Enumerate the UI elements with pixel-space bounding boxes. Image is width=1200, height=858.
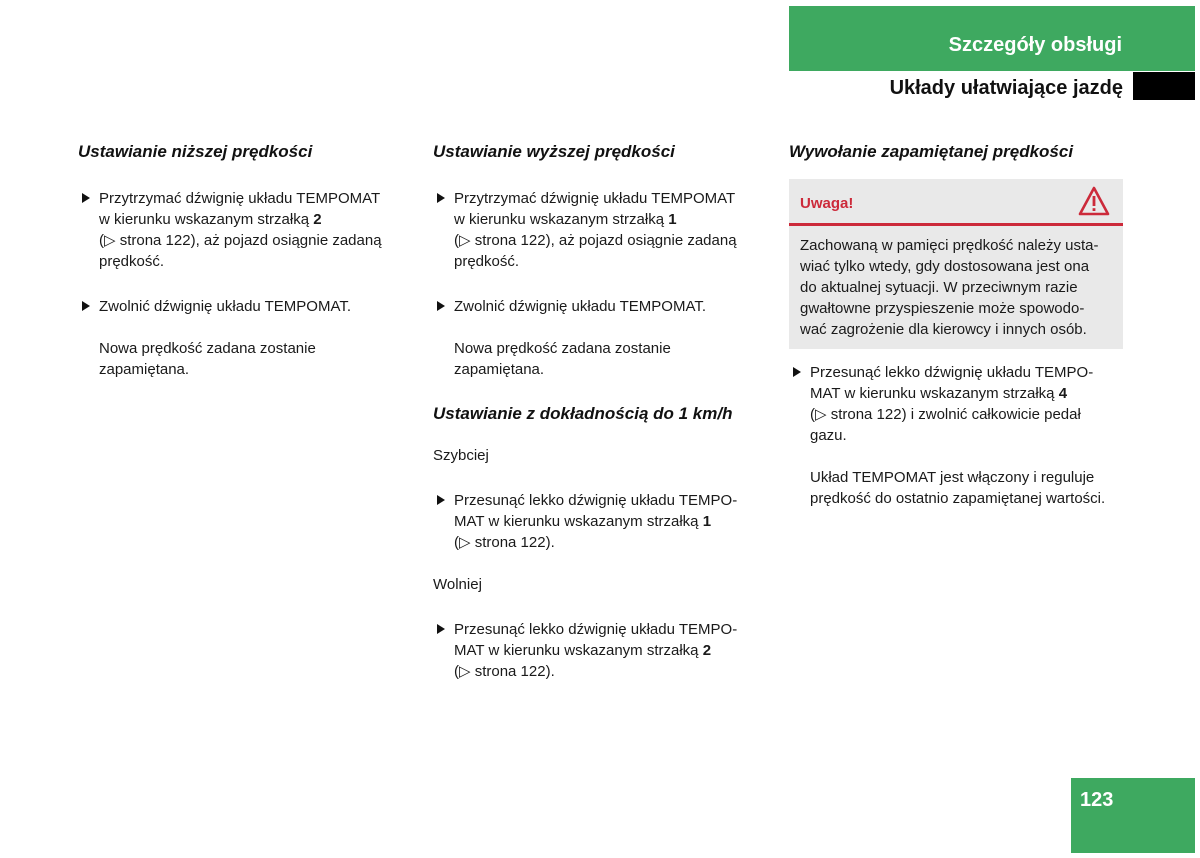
- text-line: Przytrzymać dźwignię układu TEMPOMAT: [99, 190, 381, 207]
- text-line: zapamiętana.: [99, 361, 190, 378]
- warning-header: [789, 179, 1123, 226]
- text-fragment: w kierunku wskazanym strzałką: [99, 211, 314, 228]
- text-line: gwałtowne przyspieszenie może spowodo-: [800, 300, 1085, 317]
- text-line: prędkość.: [99, 253, 165, 270]
- chapter-title: Szczegóły obsługi: [948, 34, 1122, 56]
- list-item: [433, 188, 763, 272]
- heading-recall-speed: Wywołanie zapamiętanej prędkości: [789, 142, 1074, 161]
- text-line: wać zagrożenie dla kierowcy i innych osób.: [800, 321, 1087, 338]
- text-line: prędkość do ostatnio zapamiętanej wartości.: [810, 490, 1106, 507]
- arrow-number: 1: [668, 211, 677, 228]
- warning-text: [789, 226, 1123, 349]
- list-item: [433, 490, 763, 553]
- page-reference-line: (▷ strona 122) i zwolnić całkowicie pedał: [810, 406, 1081, 423]
- text-line: prędkość.: [454, 253, 520, 270]
- text-line: Zachowaną w pamięci prędkość należy usta-: [800, 237, 1099, 254]
- page-reference-line: (▷ strona 122), aż pojazd osiągnie zadaną: [99, 232, 382, 249]
- label-faster: Szybciej: [433, 447, 489, 464]
- text-line: [810, 383, 1134, 404]
- text-line: Układ TEMPOMAT jest włączony i reguluje: [810, 469, 1095, 486]
- result-note: [433, 338, 763, 380]
- warning-box: [789, 179, 1123, 349]
- text-line: Nowa prędkość zadana zostanie: [454, 340, 671, 357]
- text-line: do aktualnej sytuacji. W przeciwnym razie: [800, 279, 1078, 296]
- column-lower-speed: [78, 140, 408, 380]
- page-reference-line: (▷ strona 122).: [454, 663, 555, 680]
- text-line: [99, 209, 408, 230]
- arrow-number: 2: [313, 211, 322, 228]
- warning-triangle-icon: [1077, 185, 1111, 217]
- text-line: Przytrzymać dźwignię układu TEMPOMAT: [454, 190, 736, 207]
- arrow-number: 4: [1058, 385, 1068, 402]
- list-item: [78, 296, 408, 317]
- result-note: [78, 338, 408, 380]
- text-line: Przesunąć lekko dźwignię układu TEMPO-: [454, 621, 738, 638]
- heading-1kmh-adjust: Ustawianie z dokładnością do 1 km/h: [433, 404, 733, 423]
- page-reference-line: (▷ strona 122).: [454, 534, 555, 551]
- text-line: [454, 640, 763, 661]
- result-note: [789, 467, 1134, 509]
- heading-higher-speed: Ustawianie wyższej prędkości: [433, 142, 675, 161]
- arrow-number: 1: [702, 513, 712, 530]
- list-item: [78, 188, 408, 272]
- text-line: Przesunąć lekko dźwignię układu TEMPO-: [454, 492, 738, 509]
- text-line: zapamiętana.: [454, 361, 545, 378]
- text-line: [454, 209, 763, 230]
- text-line: [454, 511, 763, 532]
- arrow-number: 2: [702, 642, 712, 659]
- page-number-box: [1071, 778, 1195, 853]
- label-slower: Wolniej: [433, 576, 482, 593]
- text-line: gazu.: [810, 427, 847, 444]
- chapter-header-bar: [789, 6, 1195, 71]
- text-fragment: w kierunku wskazanym strzałką: [454, 211, 669, 228]
- text-fragment: MAT w kierunku wskazanym strzałką: [454, 513, 703, 530]
- list-item: [789, 362, 1134, 446]
- heading-lower-speed: Ustawianie niższej prędkości: [78, 142, 313, 161]
- section-title: Układy ułatwiające jazdę: [889, 77, 1123, 99]
- page-reference-line: (▷ strona 122), aż pojazd osiągnie zadaną: [454, 232, 737, 249]
- text-fragment: MAT w kierunku wskazanym strzałką: [810, 385, 1059, 402]
- text-line: Zwolnić dźwignię układu TEMPOMAT.: [99, 298, 352, 315]
- section-marker-bar: [1133, 72, 1195, 100]
- text-line: Przesunąć lekko dźwignię układu TEMPO-: [810, 364, 1094, 381]
- text-line: wiać tylko wtedy, gdy dostosowana jest ona: [800, 258, 1090, 275]
- column-higher-speed: [433, 140, 763, 682]
- warning-label: Uwaga!: [800, 195, 854, 212]
- text-line: Zwolnić dźwignię układu TEMPOMAT.: [454, 298, 707, 315]
- list-item: [433, 619, 763, 682]
- column-recall-speed: [789, 140, 1134, 509]
- text-fragment: MAT w kierunku wskazanym strzałką: [454, 642, 703, 659]
- text-line: Nowa prędkość zadana zostanie: [99, 340, 316, 357]
- list-item: [433, 296, 763, 317]
- page-number: 123: [1080, 789, 1114, 811]
